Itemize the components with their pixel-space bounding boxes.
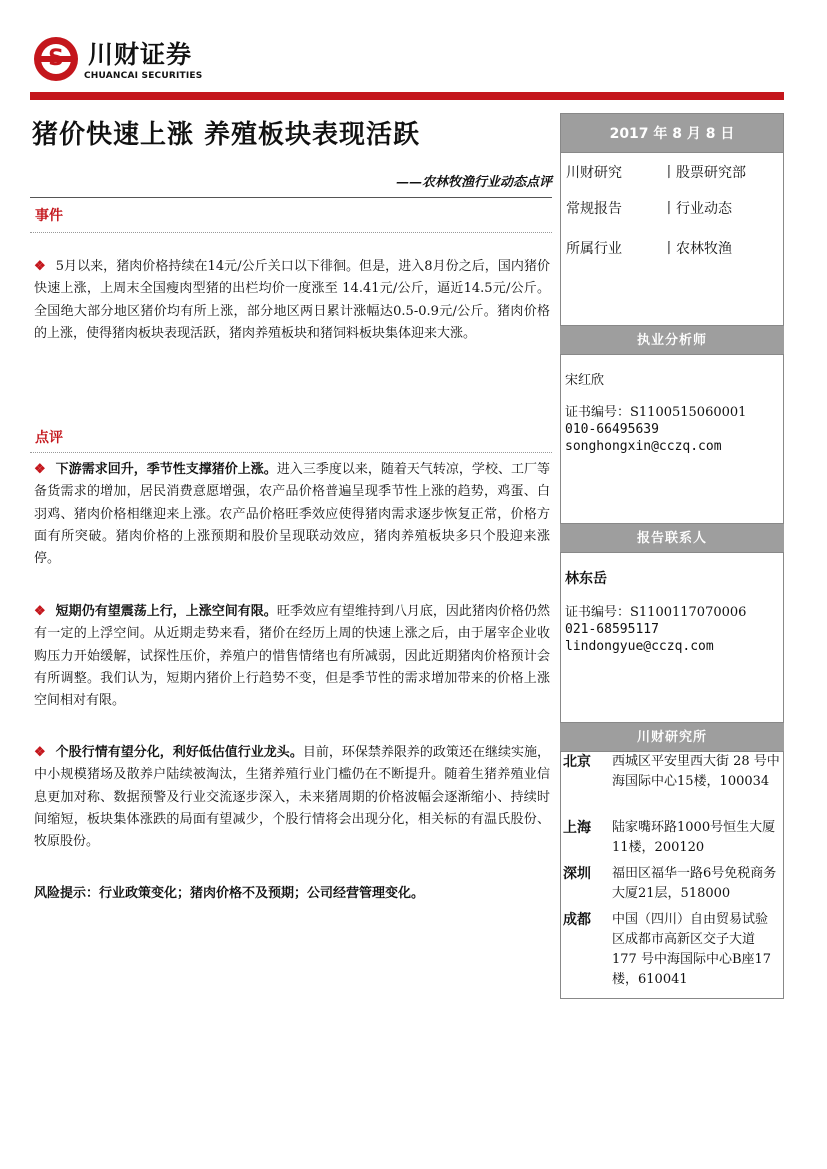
office-address: 陆家嘴环路1000号恒生大厦11楼，200120 [612,820,776,855]
office-address: 福田区福华一路6号免税商务大厦21层，518000 [612,866,777,901]
bullet-icon: ❖ [34,745,46,760]
meta-value: 丨行业动态 [662,201,732,217]
office-heading: 川财研究所 [560,722,784,752]
meta-row [566,164,746,182]
section-divider [30,452,552,453]
event-text: 5月以来，猪肉价格持续在14元/公斤关口以下徘徊。但是，进入8月份之后，国内猪价快速上涨，上周末全国瘦肉型猪的出栏均价一度涨至 14.41元/公斤，逼近14.5元/公斤。全国绝大部分地区猪价均有所上涨，部分地区两日累计涨幅达0.5-0.9元/公斤。猪肉价格的上涨，使得猪肉板块表现活跃，猪肉养殖板块和猪饲料板块集体迎来大涨。 [34,259,550,341]
point-text: 进入三季度以来，随着天气转凉，学校、工厂等备货需求的增加，居民消费意愿增强，农产品价格普遍呈现季节性上涨的趋势，鸡蛋、白羽鸡、猪肉价格相继迎来上涨。农产品价格旺季效应使得猪肉需求逐步恢复正常，价格方面有所突破。猪肉价格的上涨预期和股价呈现联动效应，猪肉养殖板块多只个股迎来涨停。 [34,462,550,567]
comment-point-1 [34,459,550,570]
analyst-heading: 执业分析师 [560,325,784,355]
comment-point-2 [34,601,550,712]
logo-glyph: S [48,46,64,71]
risk-warning: 风险提示：行业政策变化；猪肉价格不及预期；公司经营管理变化。 [34,886,425,901]
meta-label: 常规报告 [566,201,622,217]
office-city: 成都 [563,912,591,928]
bullet-icon: ❖ [34,604,46,619]
section-title-event: 事件 [35,208,63,224]
report-title: 猪价快速上涨 养殖板块表现活跃 [32,120,421,150]
office-city: 上海 [563,820,591,836]
report-subtitle: ——农林牧渔行业动态点评 [395,175,552,190]
bullet-icon: ❖ [34,259,46,274]
office-city: 北京 [563,754,591,770]
office-city: 深圳 [563,866,591,882]
title-rule [30,197,552,198]
office-address: 中国（四川）自由贸易试验区成都市高新区交子大道 177 号中海国际中心B座17楼，610041 [612,912,772,987]
bullet-icon: ❖ [34,462,46,477]
logo-english-name: CHUANCAI SECURITIES [84,71,203,81]
meta-row [566,240,732,258]
analyst-phone: 010-66495639 [565,422,659,437]
point-text: 目前，环保禁养限养的政策还在继续实施，中小规模猪场及散养户陆续被淘汰，生猪养殖行业门槛仍在不断提升。随着生猪养殖业信息更加对称、数据预警及行业交流逐步深入，未来猪周期的价格波幅会逐渐缩小、持续时间缩短，板块集体涨跌的局面有望减少，个股行情将会出现分化，相关标的有温氏股份、牧原股份。 [34,745,550,850]
analyst-name: 宋红欣 [565,373,605,388]
section-divider [30,232,552,233]
logo-mark [34,37,78,81]
point-text: 旺季效应有望维持到八月底，因此猪肉价格仍然有一定的上浮空间。从近期走势来看，猪价在经历上周的快速上涨之后，由于屠宰企业收购压力开始缓解，试探性压价，养殖户的惜售情绪也有所减弱，因此近期猪肉价格预计会有所调整。我们认为，短期内猪价上行趋势不变，但是季节性的需求增加带来的价格上涨空间相对有限。 [34,604,550,709]
event-paragraph [34,256,550,345]
logo-chinese-name: 川财证券 [88,40,193,69]
meta-row [566,200,732,218]
contact-phone: 021-68595117 [565,622,659,637]
contact-heading: 报告联系人 [560,523,784,553]
point-lead: 个股行情有望分化，利好低估值行业龙头。 [55,745,303,760]
report-date: 2017 年 8 月 8 日 [560,113,784,153]
point-lead: 下游需求回升，季节性支撑猪价上涨。 [55,462,277,477]
meta-value: 丨股票研究部 [662,165,746,181]
office-address: 西城区平安里西大街 28 号中海国际中心15楼，100034 [612,754,780,789]
contact-cert: 证书编号：S1100117070006 [565,605,747,620]
analyst-cert: 证书编号：S1100515060001 [565,405,747,420]
meta-label: 所属行业 [566,241,622,257]
header-red-rule [30,92,784,100]
contact-email[interactable]: lindongyue@cczq.com [565,639,714,654]
comment-point-3 [34,742,550,853]
section-title-comment: 点评 [35,430,63,446]
contact-name: 林东岳 [565,571,607,587]
meta-label: 川财研究 [566,165,622,181]
point-lead: 短期仍有望震荡上行，上涨空间有限。 [55,604,277,619]
meta-value: 丨农林牧渔 [662,241,732,257]
analyst-email[interactable]: songhongxin@cczq.com [565,439,722,454]
